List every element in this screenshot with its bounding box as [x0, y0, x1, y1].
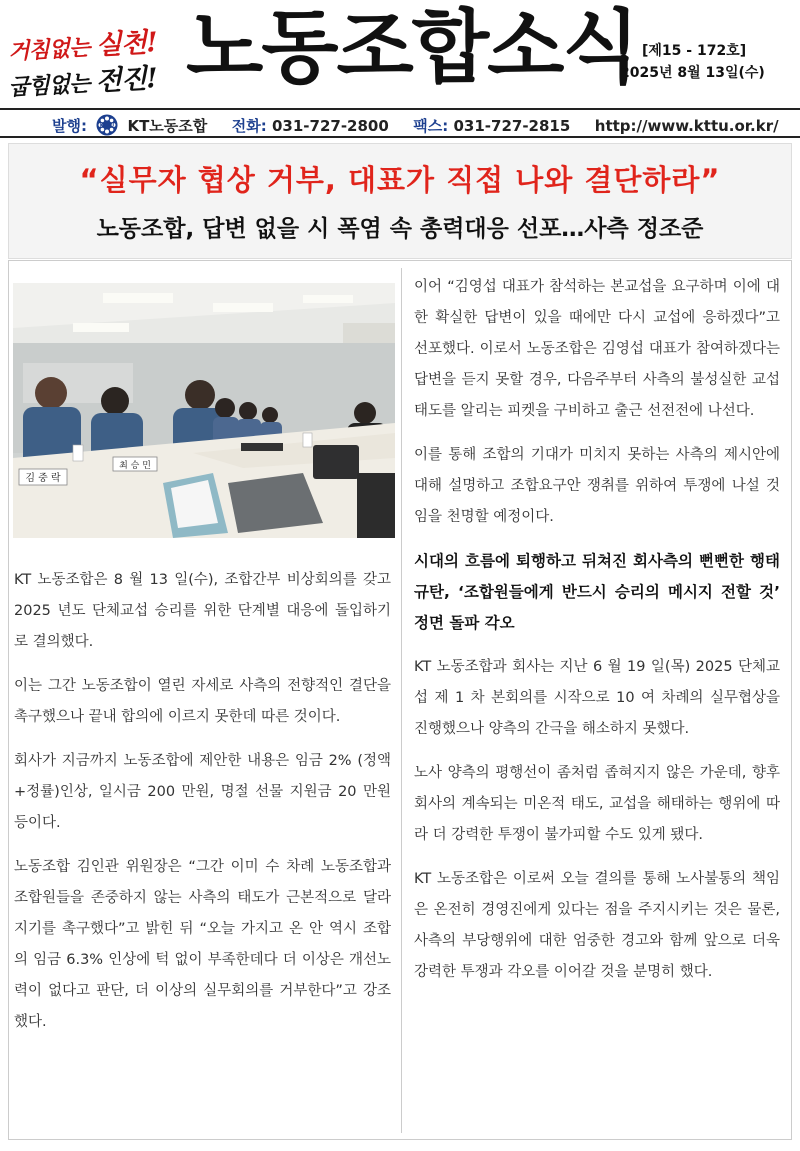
subheadline: 노동조합, 답변 없을 시 폭염 속 총력대응 선포…사측 정조준 [96, 216, 704, 242]
headline: “실무자 협상 거부, 대표가 직접 나와 결단하라” [79, 163, 721, 197]
slogan-1-b: 실천! [95, 27, 158, 62]
paragraph: KT 노동조합은 8 월 13 일(수), 조합간부 비상회의를 갖고 2025 년도 단체교섭 승리를 위한 단계별 대응에 돌입하기로 결의했다. [14, 572, 391, 650]
contact-bar [0, 108, 800, 138]
slogan-1-a: 거침없는 [7, 34, 90, 65]
phone-number: 031-727-2800 [271, 117, 389, 135]
article-column-right [414, 272, 780, 1001]
publisher-label: 발행: [52, 117, 87, 135]
kttu-logo-icon [96, 114, 118, 136]
paragraph: 이는 그간 노동조합이 열린 자세로 사측의 전향적인 결단을 촉구했으나 끝내 합의에 이르지 못한데 따른 것이다. [14, 678, 391, 725]
headline-box [8, 143, 792, 259]
svg-text:최 승 민: 최 승 민 [119, 461, 151, 471]
publisher-name: KT노동조합 [127, 117, 208, 135]
slogan-2-b: 전진! [95, 63, 158, 98]
masthead [0, 0, 800, 108]
paragraph: KT 노동조합은 이로써 오늘 결의를 통해 노사불통의 책임은 온전히 경영진에게 있다는 점을 주지시키는 것은 물론, 사측의 부당행위에 대한 엄중한 경고와 함께 앞으로 더욱 강력한 투쟁과 각오를 이어갈 것을 분명히 했다. [414, 871, 780, 980]
meeting-photo [13, 283, 395, 538]
paragraph: KT 노동조합과 회사는 지난 6 월 19 일(목) 2025 단체교섭 제 1 차 본회의를 시작으로 10 여 차례의 실무협상을 진행했으나 양측의 간극을 해소하지 못했다. [414, 659, 780, 737]
svg-text:김 중 락: 김 중 락 [25, 473, 61, 484]
paragraph: 이어 “김영섭 대표가 참석하는 본교섭을 요구하며 이에 대한 확실한 답변이 있을 때에만 다시 교섭에 응하겠다”고 선포했다. 이로서 노동조합은 김영섭 대표가 참여하겠다는 답변을 듣지 못할 경우, 다음주부터 사측의 불성실한 교섭 태도를 알리는 피켓을 구비하고 출근 선전전에 나선다. [414, 279, 780, 419]
svg-text:KTTU: KTTU [100, 123, 115, 129]
section-subheading: 시대의 흐름에 퇴행하고 뒤쳐진 회사측의 뻔뻔한 행태 규탄, ‘조합원들에게 반드시 승리의 메시지 전할 것’ 정면 돌파 각오 [414, 552, 780, 632]
issue-date: 2025년 8월 13일(수) [620, 65, 765, 81]
paragraph: 노사 양측의 평행선이 좀처럼 좁혀지지 않은 가운데, 향후 회사의 계속되는 미온적 태도, 교섭을 해태하는 행위에 따라 더 강력한 투쟁이 불가피할 수도 있게 됐다. [414, 765, 780, 843]
article-column-left [14, 565, 391, 1051]
issue-number: [제15 - 172호] [642, 43, 747, 59]
newsletter-title: 노동조합소식 [186, 1, 638, 94]
slogan-line-2 [7, 56, 158, 103]
fax-number: 031-727-2815 [453, 117, 571, 135]
fax-label: 팩스: [413, 117, 449, 135]
paragraph: 노동조합 김인관 위원장은 “그간 이미 수 차례 노동조합과 조합원들을 존중하지 않는 사측의 태도가 근본적으로 달라지기를 촉구했다”고 밝힌 뒤 “오늘 가지고 온 안 역시 조합의 임금 6.3% 인상에 턱 없이 부족한데다 더 이상은 개선노력이 없다고 판단, 더 이상의 실무회의를 거부한다”고 강조했다. [14, 859, 391, 1030]
paragraph: 회사가 지금까지 노동조합에 제안한 내용은 임금 2% (정액+정률)인상, 일시금 200 만원, 명절 선물 지원금 20 만원 등이다. [14, 753, 391, 831]
slogan-2-a: 굽힘없는 [7, 70, 90, 101]
meeting-photo-image [13, 283, 395, 538]
website-link[interactable]: http://www.kttu.or.kr/ [594, 117, 779, 135]
column-divider [401, 268, 402, 1133]
phone-label: 전화: [231, 117, 267, 135]
issue-info [620, 40, 765, 84]
paragraph: 이를 통해 조합의 기대가 미치지 못하는 사측의 제시안에 대해 설명하고 조합요구안 쟁취를 위하여 투쟁에 나설 것임을 천명할 예정이다. [414, 447, 780, 525]
